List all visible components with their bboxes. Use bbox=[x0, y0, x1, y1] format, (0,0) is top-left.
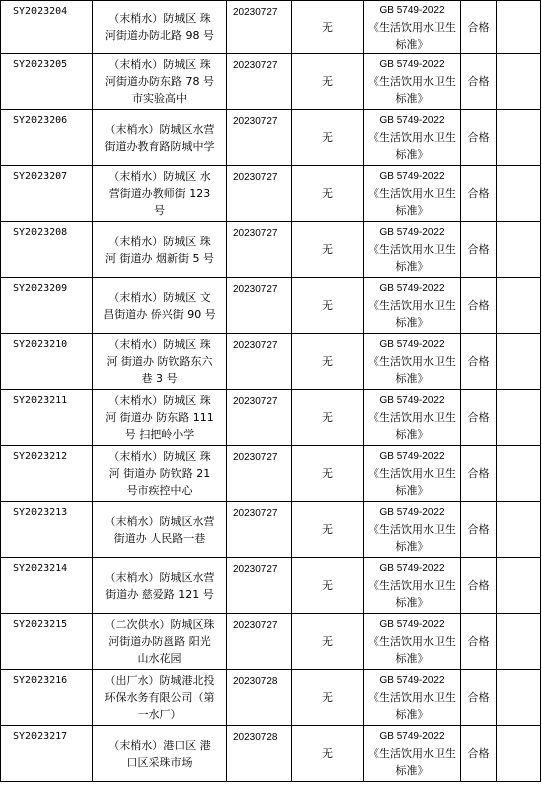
judgement-cell: 合格 bbox=[461, 334, 497, 390]
sampling-location-cell: （末梢水）防城区 珠河街道办防东路 78 号市实验高中 bbox=[93, 54, 227, 110]
standard-cell bbox=[364, 446, 461, 502]
test-result-cell: 无 bbox=[292, 222, 364, 278]
test-result-cell: 无 bbox=[292, 670, 364, 726]
sampling-location-cell: （末梢水）防城区水营街道办教育路防城中学 bbox=[93, 110, 227, 166]
standard-name: 《生活饮用水卫生标准》 bbox=[368, 635, 456, 665]
test-result-cell: 无 bbox=[292, 390, 364, 446]
sampling-date-cell: 20230727 bbox=[227, 222, 292, 278]
standard-name: 《生活饮用水卫生标准》 bbox=[368, 691, 456, 721]
remark-cell bbox=[497, 614, 541, 670]
judgement-cell: 合格 bbox=[461, 614, 497, 670]
test-result-cell: 无 bbox=[292, 614, 364, 670]
sample-id-cell: SY2023209 bbox=[1, 278, 93, 334]
table-body bbox=[1, 1, 541, 782]
sampling-date-cell: 20230727 bbox=[227, 54, 292, 110]
test-result-cell: 无 bbox=[292, 558, 364, 614]
standard-code: GB 5749-2022 bbox=[379, 115, 445, 126]
standard-code: GB 5749-2022 bbox=[379, 395, 445, 406]
judgement-cell: 合格 bbox=[461, 166, 497, 222]
remark-cell bbox=[497, 110, 541, 166]
test-result-cell: 无 bbox=[292, 446, 364, 502]
standard-code: GB 5749-2022 bbox=[379, 339, 445, 350]
sampling-date-cell: 20230727 bbox=[227, 390, 292, 446]
judgement-cell: 合格 bbox=[461, 558, 497, 614]
sampling-location-cell: （末梢水）防城区 珠河 街道办 防钦路东六巷 3 号 bbox=[93, 334, 227, 390]
test-result-cell: 无 bbox=[292, 334, 364, 390]
standard-name: 《生活饮用水卫生标准》 bbox=[368, 467, 456, 497]
sampling-location-cell: （末梢水）防城区 珠河街道办防北路 98 号 bbox=[93, 1, 227, 54]
remark-cell bbox=[497, 278, 541, 334]
sampling-date-cell: 20230727 bbox=[227, 446, 292, 502]
table-row bbox=[1, 222, 541, 278]
standard-cell bbox=[364, 390, 461, 446]
table-row bbox=[1, 1, 541, 54]
remark-cell bbox=[497, 390, 541, 446]
sampling-location-cell: （末梢水）防城区 珠河 街道办 防钦路 21 号市疾控中心 bbox=[93, 446, 227, 502]
sample-id-cell: SY2023216 bbox=[1, 670, 93, 726]
standard-name: 《生活饮用水卫生标准》 bbox=[368, 75, 456, 105]
standard-name: 《生活饮用水卫生标准》 bbox=[368, 243, 456, 273]
remark-cell bbox=[497, 726, 541, 782]
sampling-date-cell: 20230727 bbox=[227, 1, 292, 54]
standard-name: 《生活饮用水卫生标准》 bbox=[368, 411, 456, 441]
sampling-location-cell: （末梢水）港口区 港口区采珠市场 bbox=[93, 726, 227, 782]
sample-id-cell: SY2023212 bbox=[1, 446, 93, 502]
remark-cell bbox=[497, 222, 541, 278]
standard-code: GB 5749-2022 bbox=[379, 675, 445, 686]
sampling-location-cell: （末梢水）防城区水营街道办 人民路一巷 bbox=[93, 502, 227, 558]
standard-cell bbox=[364, 222, 461, 278]
standard-cell bbox=[364, 670, 461, 726]
standard-name: 《生活饮用水卫生标准》 bbox=[368, 187, 456, 217]
standard-cell bbox=[364, 334, 461, 390]
judgement-cell: 合格 bbox=[461, 446, 497, 502]
table-row bbox=[1, 166, 541, 222]
judgement-cell: 合格 bbox=[461, 110, 497, 166]
standard-code: GB 5749-2022 bbox=[379, 451, 445, 462]
standard-cell bbox=[364, 110, 461, 166]
sample-id-cell: SY2023213 bbox=[1, 502, 93, 558]
standard-name: 《生活饮用水卫生标准》 bbox=[368, 747, 456, 777]
judgement-cell: 合格 bbox=[461, 222, 497, 278]
standard-cell bbox=[364, 726, 461, 782]
sample-id-cell: SY2023214 bbox=[1, 558, 93, 614]
standard-cell bbox=[364, 1, 461, 54]
standard-name: 《生活饮用水卫生标准》 bbox=[368, 523, 456, 553]
standard-name: 《生活饮用水卫生标准》 bbox=[368, 579, 456, 609]
remark-cell bbox=[497, 558, 541, 614]
remark-cell bbox=[497, 334, 541, 390]
standard-code: GB 5749-2022 bbox=[379, 283, 445, 294]
remark-cell bbox=[497, 1, 541, 54]
sampling-date-cell: 20230727 bbox=[227, 614, 292, 670]
table-row bbox=[1, 726, 541, 782]
sample-id-cell: SY2023205 bbox=[1, 54, 93, 110]
sample-id-cell: SY2023206 bbox=[1, 110, 93, 166]
sample-id-cell: SY2023207 bbox=[1, 166, 93, 222]
sampling-location-cell: （二次供水）防城区珠河街道办防邕路 阳光山水花园 bbox=[93, 614, 227, 670]
standard-code: GB 5749-2022 bbox=[379, 563, 445, 574]
table-row bbox=[1, 54, 541, 110]
test-result-cell: 无 bbox=[292, 54, 364, 110]
standard-name: 《生活饮用水卫生标准》 bbox=[368, 299, 456, 329]
remark-cell bbox=[497, 166, 541, 222]
remark-cell bbox=[497, 446, 541, 502]
standard-code: GB 5749-2022 bbox=[379, 171, 445, 182]
judgement-cell: 合格 bbox=[461, 54, 497, 110]
remark-cell bbox=[497, 670, 541, 726]
sampling-date-cell: 20230728 bbox=[227, 670, 292, 726]
standard-code: GB 5749-2022 bbox=[379, 619, 445, 630]
remark-cell bbox=[497, 502, 541, 558]
sampling-location-cell: （末梢水）防城区 珠河 街道办 防东路 111 号 扫把岭小学 bbox=[93, 390, 227, 446]
standard-name: 《生活饮用水卫生标准》 bbox=[368, 131, 456, 161]
sample-id-cell: SY2023215 bbox=[1, 614, 93, 670]
sampling-date-cell: 20230727 bbox=[227, 502, 292, 558]
standard-code: GB 5749-2022 bbox=[379, 507, 445, 518]
table-row bbox=[1, 502, 541, 558]
judgement-cell: 合格 bbox=[461, 726, 497, 782]
sampling-date-cell: 20230727 bbox=[227, 278, 292, 334]
sampling-date-cell: 20230727 bbox=[227, 334, 292, 390]
sampling-location-cell: （出厂水）防城港北投环保水务有限公司（第一水厂） bbox=[93, 670, 227, 726]
standard-cell bbox=[364, 502, 461, 558]
standard-code: GB 5749-2022 bbox=[379, 59, 445, 70]
standard-cell bbox=[364, 278, 461, 334]
sampling-location-cell: （末梢水）防城区 文昌街道办 侨兴街 90 号 bbox=[93, 278, 227, 334]
test-result-cell: 无 bbox=[292, 502, 364, 558]
judgement-cell: 合格 bbox=[461, 670, 497, 726]
remark-cell bbox=[497, 54, 541, 110]
sampling-location-cell: （末梢水）防城区 珠河 街道办 烟新街 5 号 bbox=[93, 222, 227, 278]
standard-name: 《生活饮用水卫生标准》 bbox=[368, 355, 456, 385]
table-row bbox=[1, 334, 541, 390]
test-result-cell: 无 bbox=[292, 166, 364, 222]
test-result-cell: 无 bbox=[292, 1, 364, 54]
test-result-cell: 无 bbox=[292, 278, 364, 334]
table-row bbox=[1, 446, 541, 502]
judgement-cell: 合格 bbox=[461, 1, 497, 54]
table-row bbox=[1, 558, 541, 614]
test-result-cell: 无 bbox=[292, 110, 364, 166]
table-row bbox=[1, 390, 541, 446]
sampling-date-cell: 20230727 bbox=[227, 110, 292, 166]
test-result-cell: 无 bbox=[292, 726, 364, 782]
table-row bbox=[1, 670, 541, 726]
sampling-location-cell: （末梢水）防城区 水营街道办教师街 123 号 bbox=[93, 166, 227, 222]
standard-code: GB 5749-2022 bbox=[379, 731, 445, 742]
table-row bbox=[1, 110, 541, 166]
sampling-date-cell: 20230727 bbox=[227, 558, 292, 614]
sampling-date-cell: 20230728 bbox=[227, 726, 292, 782]
judgement-cell: 合格 bbox=[461, 278, 497, 334]
standard-name: 《生活饮用水卫生标准》 bbox=[368, 20, 456, 51]
sample-id-cell: SY2023217 bbox=[1, 726, 93, 782]
standard-code: GB 5749-2022 bbox=[379, 227, 445, 238]
standard-code: GB 5749-2022 bbox=[379, 4, 445, 16]
standard-cell bbox=[364, 166, 461, 222]
table-row bbox=[1, 614, 541, 670]
standard-cell bbox=[364, 54, 461, 110]
sample-id-cell: SY2023210 bbox=[1, 334, 93, 390]
judgement-cell: 合格 bbox=[461, 502, 497, 558]
sampling-date-cell: 20230727 bbox=[227, 166, 292, 222]
table-row bbox=[1, 278, 541, 334]
standard-cell bbox=[364, 558, 461, 614]
sample-id-cell: SY2023204 bbox=[1, 1, 93, 54]
judgement-cell: 合格 bbox=[461, 390, 497, 446]
sampling-location-cell: （末梢水）防城区水营街道办 慈爱路 121 号 bbox=[93, 558, 227, 614]
standard-cell bbox=[364, 614, 461, 670]
sample-id-cell: SY2023211 bbox=[1, 390, 93, 446]
sample-id-cell: SY2023208 bbox=[1, 222, 93, 278]
